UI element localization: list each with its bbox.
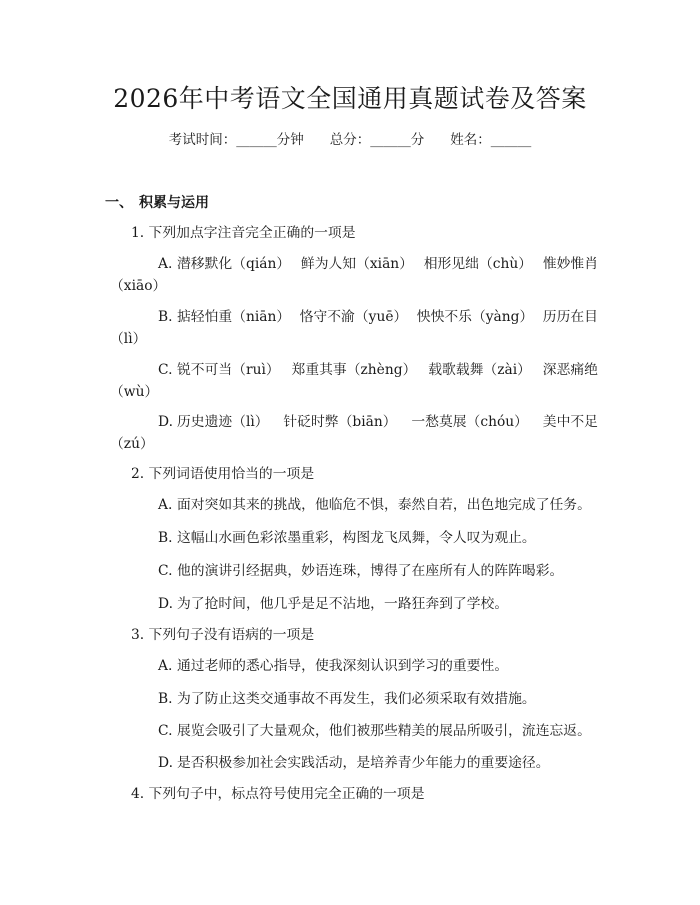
question-3-stem: 3. 下列句子没有语病的一项是 bbox=[131, 627, 315, 643]
option-item: 一愁莫展（chóu） bbox=[411, 414, 528, 430]
option-item: 载歌载舞（zài） bbox=[428, 362, 531, 378]
option-text: 是否积极参加社会实践活动，是培养青少年能力的重要途径。 bbox=[177, 755, 550, 771]
q1-option-c bbox=[158, 360, 598, 380]
option-text: 为了抢时间，他几乎是足不沾地，一路狂奔到了学校。 bbox=[177, 596, 509, 612]
question-2-stem: 2. 下列词语使用恰当的一项是 bbox=[131, 466, 315, 482]
option-letter: B. bbox=[158, 309, 173, 325]
option-letter: C. bbox=[158, 723, 173, 739]
option-letter: B. bbox=[158, 691, 173, 707]
option-item: 惟妙惟肖 bbox=[542, 256, 598, 272]
option-item: 怏怏不乐（yàng） bbox=[416, 309, 534, 325]
option-text: 为了防止这类交通事故不再发生，我们必须采取有效措施。 bbox=[177, 691, 536, 707]
option-item: 掂轻怕重（niān） bbox=[177, 309, 291, 325]
option-item: 针砭时弊（biān） bbox=[283, 414, 397, 430]
page-title: 2026年中考语文全国通用真题试卷及答案 bbox=[113, 84, 587, 113]
option-letter: A. bbox=[158, 658, 173, 674]
option-letter: C. bbox=[158, 362, 173, 378]
option-text: 通过老师的悉心指导，使我深刻认识到学习的重要性。 bbox=[177, 658, 509, 674]
q2-option-a bbox=[158, 495, 603, 515]
option-text: 面对突如其来的挑战，他临危不惧，泰然自若，出色地完成了任务。 bbox=[177, 497, 591, 513]
option-letter: D. bbox=[158, 414, 173, 430]
option-item: 潜移默化（qián） bbox=[177, 256, 291, 272]
q1-option-b bbox=[158, 307, 598, 327]
q2-option-d bbox=[158, 594, 603, 614]
q3-option-b bbox=[158, 689, 603, 709]
option-item: 美中不足 bbox=[542, 414, 598, 430]
option-text: 展览会吸引了大量观众，他们被那些精美的展品所吸引，流连忘返。 bbox=[177, 723, 591, 739]
option-item: 历史遗迹（lì） bbox=[177, 414, 269, 430]
q2-option-b bbox=[158, 528, 603, 548]
option-letter: D. bbox=[158, 596, 173, 612]
section-heading bbox=[105, 193, 209, 213]
q1-option-d-continued: （zú） bbox=[110, 436, 154, 452]
option-letter: A. bbox=[158, 256, 173, 272]
exam-time-field: 考试时间：______分钟 bbox=[168, 132, 304, 148]
option-letter: D. bbox=[158, 755, 173, 771]
option-text: 他的演讲引经据典，妙语连珠，博得了在座所有人的阵阵喝彩。 bbox=[177, 563, 564, 579]
q3-option-c bbox=[158, 721, 603, 741]
option-item: 锐不可当（ruì） bbox=[177, 362, 280, 378]
q3-option-a bbox=[158, 656, 603, 676]
q3-option-d bbox=[158, 753, 603, 773]
q1-option-a-continued: （xiāo） bbox=[110, 278, 167, 294]
option-item: 深恶痛绝 bbox=[542, 362, 598, 378]
q1-option-b-continued: （lì） bbox=[110, 331, 147, 347]
option-item: 恪守不渝（yuē） bbox=[299, 309, 408, 325]
option-letter: B. bbox=[158, 530, 173, 546]
exam-info-line bbox=[0, 129, 700, 151]
section-number: 一、 bbox=[105, 195, 133, 211]
question-1-stem: 1. 下列加点字注音完全正确的一项是 bbox=[131, 225, 356, 241]
option-text: 这幅山水画色彩浓墨重彩，构图龙飞凤舞，令人叹为观止。 bbox=[177, 530, 536, 546]
option-item: 郑重其事（zhèng） bbox=[291, 362, 417, 378]
q1-option-a bbox=[158, 254, 598, 274]
option-letter: C. bbox=[158, 563, 173, 579]
option-item: 历历在目 bbox=[542, 309, 598, 325]
section-title: 积累与运用 bbox=[139, 195, 209, 211]
option-letter: A. bbox=[158, 497, 173, 513]
q2-option-c bbox=[158, 561, 603, 581]
option-item: 相形见绌（chù） bbox=[423, 256, 533, 272]
student-name-field: 姓名：______ bbox=[450, 132, 532, 148]
q1-option-c-continued: （wù） bbox=[110, 384, 159, 400]
total-score-field: 总分：______分 bbox=[329, 132, 425, 148]
option-item: 鲜为人知（xiān） bbox=[300, 256, 413, 272]
q1-option-d bbox=[158, 412, 598, 432]
question-4-stem: 4. 下列句子中，标点符号使用完全正确的一项是 bbox=[131, 786, 425, 802]
